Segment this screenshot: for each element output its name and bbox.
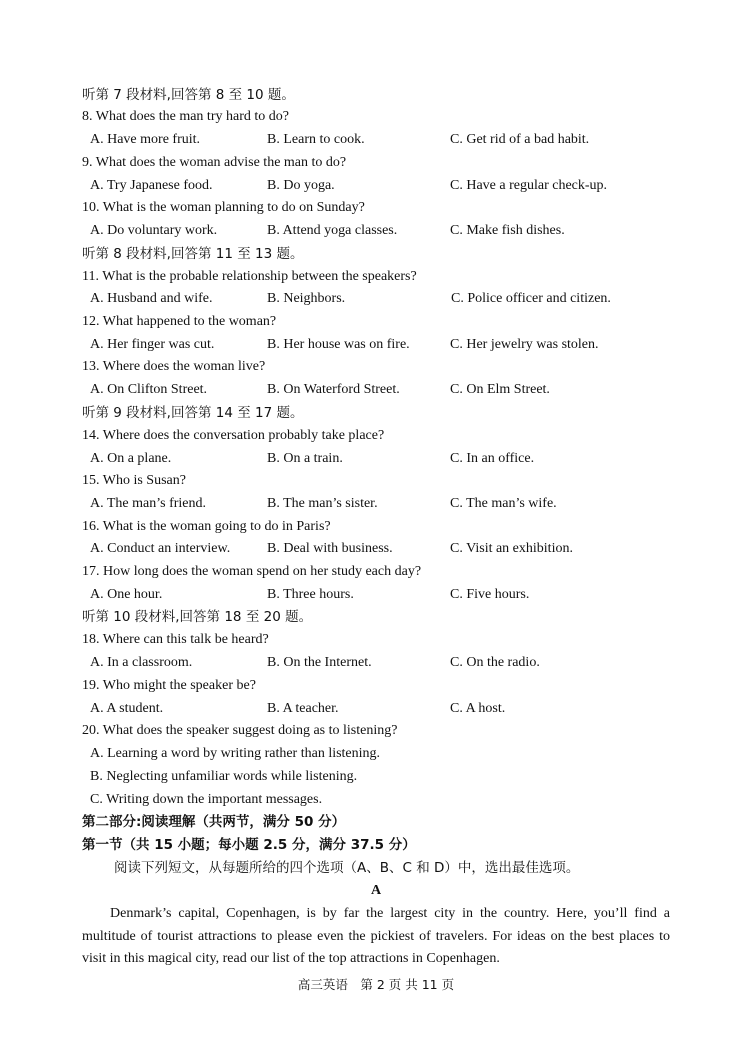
section-heading-7: 听第 7 段材料,回答第 8 至 10 题。 [82, 87, 295, 103]
section-heading-8: 听第 8 段材料,回答第 11 至 13 题。 [82, 246, 304, 262]
option-c: C. Five hours. [450, 587, 530, 602]
option-c: C. Her jewelry was stolen. [450, 337, 599, 352]
option-a-20: A. Learning a word by writing rather than listening. [90, 746, 381, 761]
option-a: A. Try Japanese food. [90, 178, 213, 193]
option-c: C. Police officer and citizen. [451, 291, 611, 306]
option-b: B. On Waterford Street. [267, 382, 400, 397]
option-b: B. Three hours. [267, 587, 354, 602]
option-c: C. In an office. [450, 451, 535, 466]
question-12: 12. What happened to the woman? [82, 314, 277, 329]
option-c: C. Have a regular check-up. [450, 178, 608, 193]
option-b: B. Neighbors. [267, 291, 346, 306]
option-b: B. A teacher. [267, 701, 339, 716]
option-c: C. The man’s wife. [450, 496, 557, 511]
option-c-20: C. Writing down the important messages. [90, 792, 323, 807]
page-footer: 高三英语 第 2 页 共 11 页 [297, 977, 455, 992]
option-a: A. Husband and wife. [90, 291, 213, 306]
option-a: A. One hour. [90, 587, 163, 602]
option-c: C. Visit an exhibition. [450, 541, 573, 556]
option-c: C. A host. [450, 701, 506, 716]
option-c: C. On Elm Street. [450, 382, 550, 397]
option-b: B. Deal with business. [267, 541, 393, 556]
option-a: A. Do voluntary work. [90, 223, 218, 238]
question-9: 9. What does the woman advise the man to do? [82, 155, 347, 170]
option-b: B. Her house was on fire. [267, 337, 410, 352]
question-10: 10. What is the woman planning to do on Sunday? [82, 200, 365, 215]
question-19: 19. Who might the speaker be? [82, 678, 256, 693]
option-c: C. On the radio. [450, 655, 540, 670]
option-a: A. On a plane. [90, 451, 172, 466]
passage-text: Denmark’s capital, Copenhagen, is by far the largest city in the country. Here, you’ll find a multitude of tourist attractions to please even the pickiest of travelers. For ideas on the best places to visit in this magical city, read our list of the top attractions in Copenhagen. [82, 906, 670, 966]
option-a: A. Have more fruit. [90, 132, 201, 147]
question-20: 20. What does the speaker suggest doing as to listening? [82, 723, 398, 738]
option-a: A. In a classroom. [90, 655, 193, 670]
option-b-20: B. Neglecting unfamiliar words while listening. [90, 769, 358, 784]
option-a: A. Her finger was cut. [90, 337, 215, 352]
option-a: A. On Clifton Street. [90, 382, 208, 397]
part-two-title: 第二部分:阅读理解（共两节，满分 50 分） [82, 814, 346, 830]
reading-instruction: 阅读下列短文，从每题所给的四个选项（A、B、C 和 D）中，选出最佳选项。 [114, 860, 580, 876]
section-heading-9: 听第 9 段材料,回答第 14 至 17 题。 [82, 405, 304, 421]
question-17: 17. How long does the woman spend on her study each day? [82, 564, 422, 579]
option-c: C. Make fish dishes. [450, 223, 565, 238]
option-a: A. A student. [90, 701, 164, 716]
option-c: C. Get rid of a bad habit. [450, 132, 590, 147]
question-16: 16. What is the woman going to do in Paris? [82, 519, 331, 534]
option-b: B. Learn to cook. [267, 132, 365, 147]
option-a: A. The man’s friend. [90, 496, 206, 511]
question-11: 11. What is the probable relationship between the speakers? [82, 269, 417, 284]
option-b: B. On the Internet. [267, 655, 372, 670]
question-8: 8. What does the man try hard to do? [82, 109, 289, 124]
question-15: 15. Who is Susan? [82, 473, 186, 488]
question-18: 18. Where can this talk be heard? [82, 632, 269, 647]
option-b: B. On a train. [267, 451, 343, 466]
section-heading-10: 听第 10 段材料,回答第 18 至 20 题。 [82, 609, 313, 625]
question-13: 13. Where does the woman live? [82, 359, 266, 374]
passage-label: A [370, 883, 382, 898]
option-b: B. Attend yoga classes. [267, 223, 398, 238]
option-a: A. Conduct an interview. [90, 541, 231, 556]
option-b: B. Do yoga. [267, 178, 335, 193]
option-b: B. The man’s sister. [267, 496, 378, 511]
section-one-title: 第一节（共 15 小题；每小题 2.5 分，满分 37.5 分） [82, 837, 416, 853]
question-14: 14. Where does the conversation probably take place? [82, 428, 385, 443]
